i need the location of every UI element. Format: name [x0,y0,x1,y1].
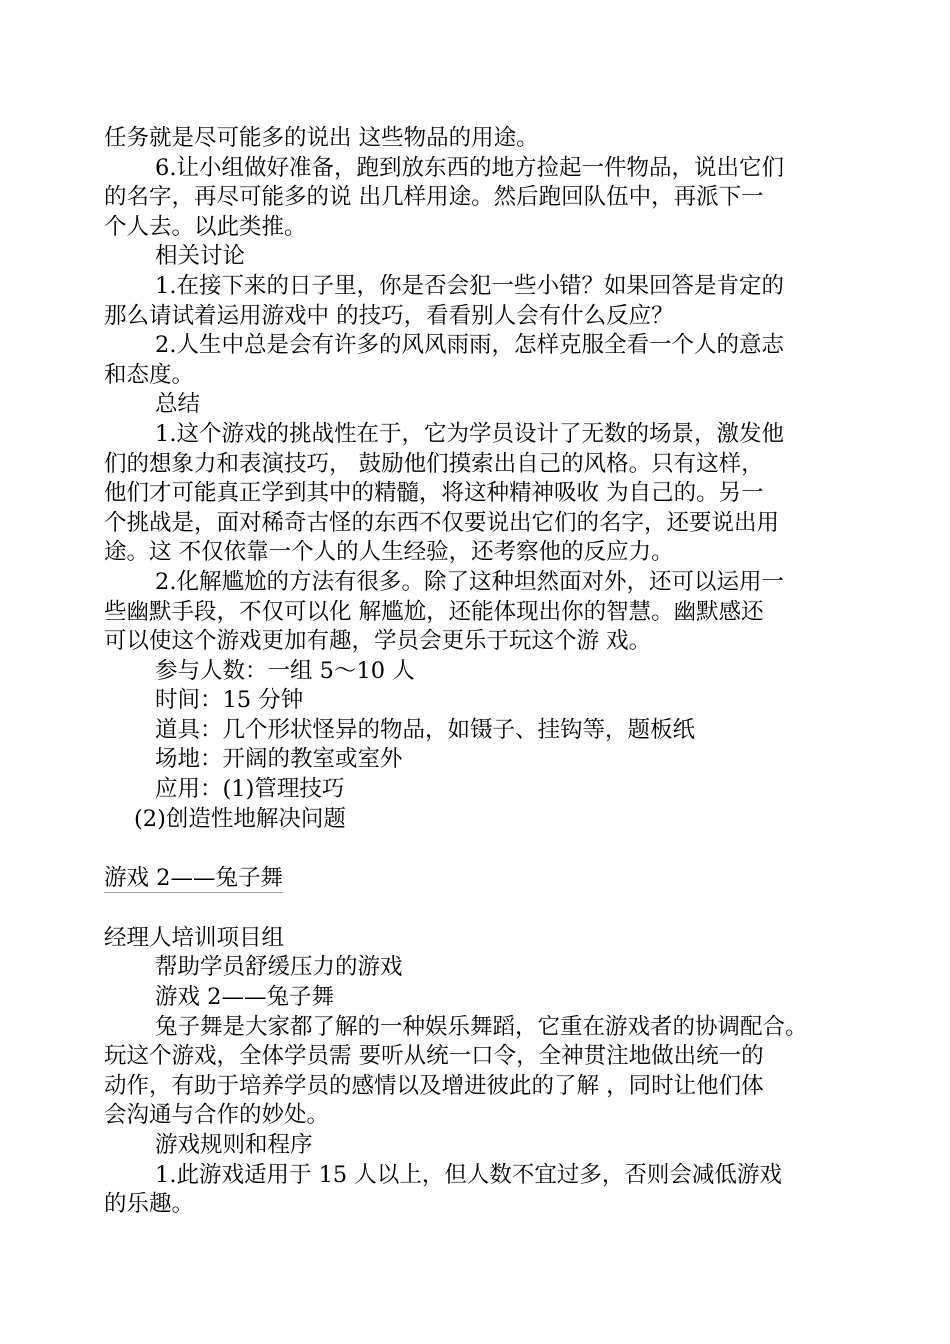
info-line: 应用：(1)管理技巧 [155,776,345,803]
subtitle-line: 帮助学员舒缓压力的游戏 [155,954,403,981]
paragraph-line: 个人去。以此类推。 [104,213,307,240]
paragraph-line: 2.化解尴尬的方法有很多。除了这种坦然面对外，还可以运用一 [155,568,784,595]
info-line: 时间：15 分钟 [155,687,304,714]
paragraph-line: 他们才可能真正学到其中的精髓，将这种精神吸收 为自己的。另一 [104,480,764,507]
paragraph-line: 6.让小组做好准备，跑到放东西的地方捡起一件物品，说出它们 [155,154,784,181]
paragraph-line: 可以使这个游戏更加有趣，学员会更乐于玩这个游 戏。 [104,628,652,655]
section-heading: 总结 [155,391,201,418]
paragraph-line: 兔子舞是大家都了解的一种娱乐舞蹈，它重在游戏者的协调配合。 [155,1013,808,1040]
paragraph-line: 的名字，再尽可能多的说 出几样用途。然后跑回队伍中，再派下一 [104,184,764,211]
paragraph-line: 会沟通与合作的妙处。 [104,1102,330,1129]
section-heading: 游戏规则和程序 [155,1132,313,1158]
paragraph-line: 的乐趣。 [104,1191,195,1218]
paragraph-line: 动作，有助于培养学员的感情以及增进彼此的了解 ，同时让他们体 [104,1072,764,1099]
game-title-heading [104,864,894,894]
paragraph-line: 任务就是尽可能多的说出 这些物品的用途。 [104,125,539,151]
paragraph-line: 途。这 不仅依靠一个人的人生经验，还考察他的反应力。 [104,539,674,566]
paragraph-line: 些幽默手段，不仅可以化 解尴尬，还能体现出你的智慧。幽默感还 [104,598,764,625]
paragraph-line: 玩这个游戏，全体学员需 要听从统一口令，全神贯注地做出统一的 [104,1043,764,1070]
paragraph-line: 那么请试着运用游戏中 的技巧，看看别人会有什么反应？ [104,302,674,329]
paragraph-line: 1.这个游戏的挑战性在于，它为学员设计了无数的场景，激发他 [155,420,784,447]
paragraph-line: 1.此游戏适用于 15 人以上，但人数不宜过多，否则会减低游戏 [155,1161,782,1188]
info-line: 道具：几个形状怪异的物品，如镊子、挂钩等，题板纸 [155,716,696,743]
document-body [104,124,894,1220]
info-line: (2)创造性地解决问题 [134,805,346,832]
paragraph-line: 和态度。 [104,361,195,388]
paragraph-line: 个挑战是，面对稀奇古怪的东西不仅要说出它们的名字，还要说出用 [104,509,780,536]
info-line: 参与人数：一组 5～10 人 [155,657,415,684]
paragraph-line: 1.在接下来的日子里，你是否会犯一些小错？如果回答是肯定的 [155,272,784,299]
game-title-link[interactable]: 游戏 2——兔子舞 [104,865,283,892]
group-name: 经理人培训项目组 [104,924,285,951]
paragraph-line: 们的想象力和表演技巧， 鼓励他们摸索出自己的风格。只有这样， [104,450,764,477]
paragraph-line: 2.人生中总是会有许多的风风雨雨，怎样克服全看一个人的意志 [155,332,784,359]
section-heading: 相关讨论 [155,243,246,270]
game-title: 游戏 2——兔子舞 [155,984,334,1011]
info-line: 场地：开阔的教室或室外 [155,746,403,773]
